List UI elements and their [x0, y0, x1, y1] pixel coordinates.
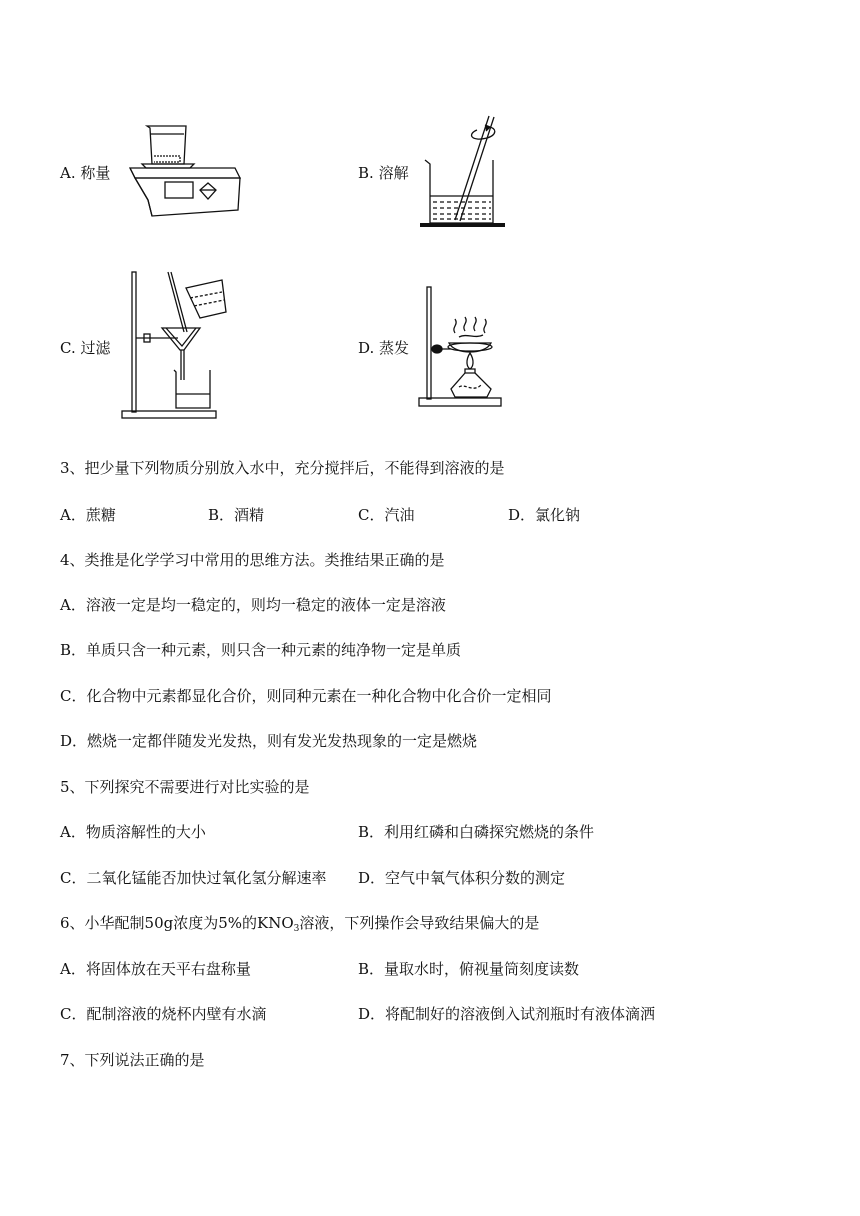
electronic-balance-icon	[120, 120, 245, 220]
q5-stem: 5、下列探究不需要进行对比实验的是	[60, 778, 310, 796]
option-letter: A.	[60, 164, 76, 182]
q6-stem-subscript: 3	[293, 924, 300, 934]
q4-option-b: B．单质只含一种元素，则只含一种元素的纯净物一定是单质	[60, 641, 462, 659]
option-label: 溶解	[378, 164, 409, 182]
q5-option-a: A．物质溶解性的大小	[60, 823, 206, 841]
q6-stem	[60, 913, 539, 933]
q3-option-c: C．汽油	[358, 506, 415, 524]
q3-option-b: B．酒精	[208, 506, 265, 524]
q4-option-c: C．化合物中元素都显化合价，则同种元素在一种化合物中化合价一定相同	[60, 687, 552, 705]
option-letter: C.	[60, 339, 76, 357]
evaporation-apparatus-icon	[415, 283, 515, 411]
q5-option-d: D．空气中氧气体积分数的测定	[358, 869, 566, 887]
q2-option-d	[358, 338, 409, 358]
q2-option-a	[60, 163, 110, 183]
q6-option-a: A．将固体放在天平右盘称量	[60, 960, 251, 978]
q5-option-c: C．二氧化锰能否加快过氧化氢分解速率	[60, 869, 327, 887]
filtration-apparatus-icon	[118, 268, 228, 423]
option-label: 蒸发	[379, 339, 410, 357]
q6-option-d: D．将配制好的溶液倒入试剂瓶时有液体滴洒	[358, 1005, 656, 1023]
beaker-stirring-icon	[415, 108, 515, 233]
q6-stem-end: 溶液，下列操作会导致结果偏大的是	[299, 914, 540, 932]
q6-option-b: B．量取水时，俯视量筒刻度读数	[358, 960, 580, 978]
q4-option-a: A．溶液一定是均一稳定的，则均一稳定的液体一定是溶液	[60, 596, 446, 614]
option-label: 称量	[80, 164, 111, 182]
q2-option-b	[358, 163, 409, 183]
q3-stem: 3、把少量下列物质分别放入水中，充分搅拌后，不能得到溶液的是	[60, 459, 505, 477]
q3-option-a: A．蔗糖	[60, 506, 116, 524]
option-letter: B.	[358, 164, 374, 182]
q6-stem-start: 6、小华配制50g浓度为5%的KNO	[60, 914, 294, 932]
q7-stem: 7、下列说法正确的是	[60, 1051, 205, 1069]
q6-option-c: C．配制溶液的烧杯内壁有水滴	[60, 1005, 267, 1023]
q4-stem: 4、类推是化学学习中常用的思维方法。类推结果正确的是	[60, 551, 445, 569]
option-letter: D.	[358, 339, 375, 357]
option-label: 过滤	[80, 339, 111, 357]
q5-option-b: B．利用红磷和白磷探究燃烧的条件	[358, 823, 595, 841]
q2-option-c	[60, 338, 111, 358]
q4-option-d: D．燃烧一定都伴随发光发热，则有发光发热现象的一定是燃烧	[60, 732, 478, 750]
q3-option-d: D．氯化钠	[508, 506, 581, 524]
